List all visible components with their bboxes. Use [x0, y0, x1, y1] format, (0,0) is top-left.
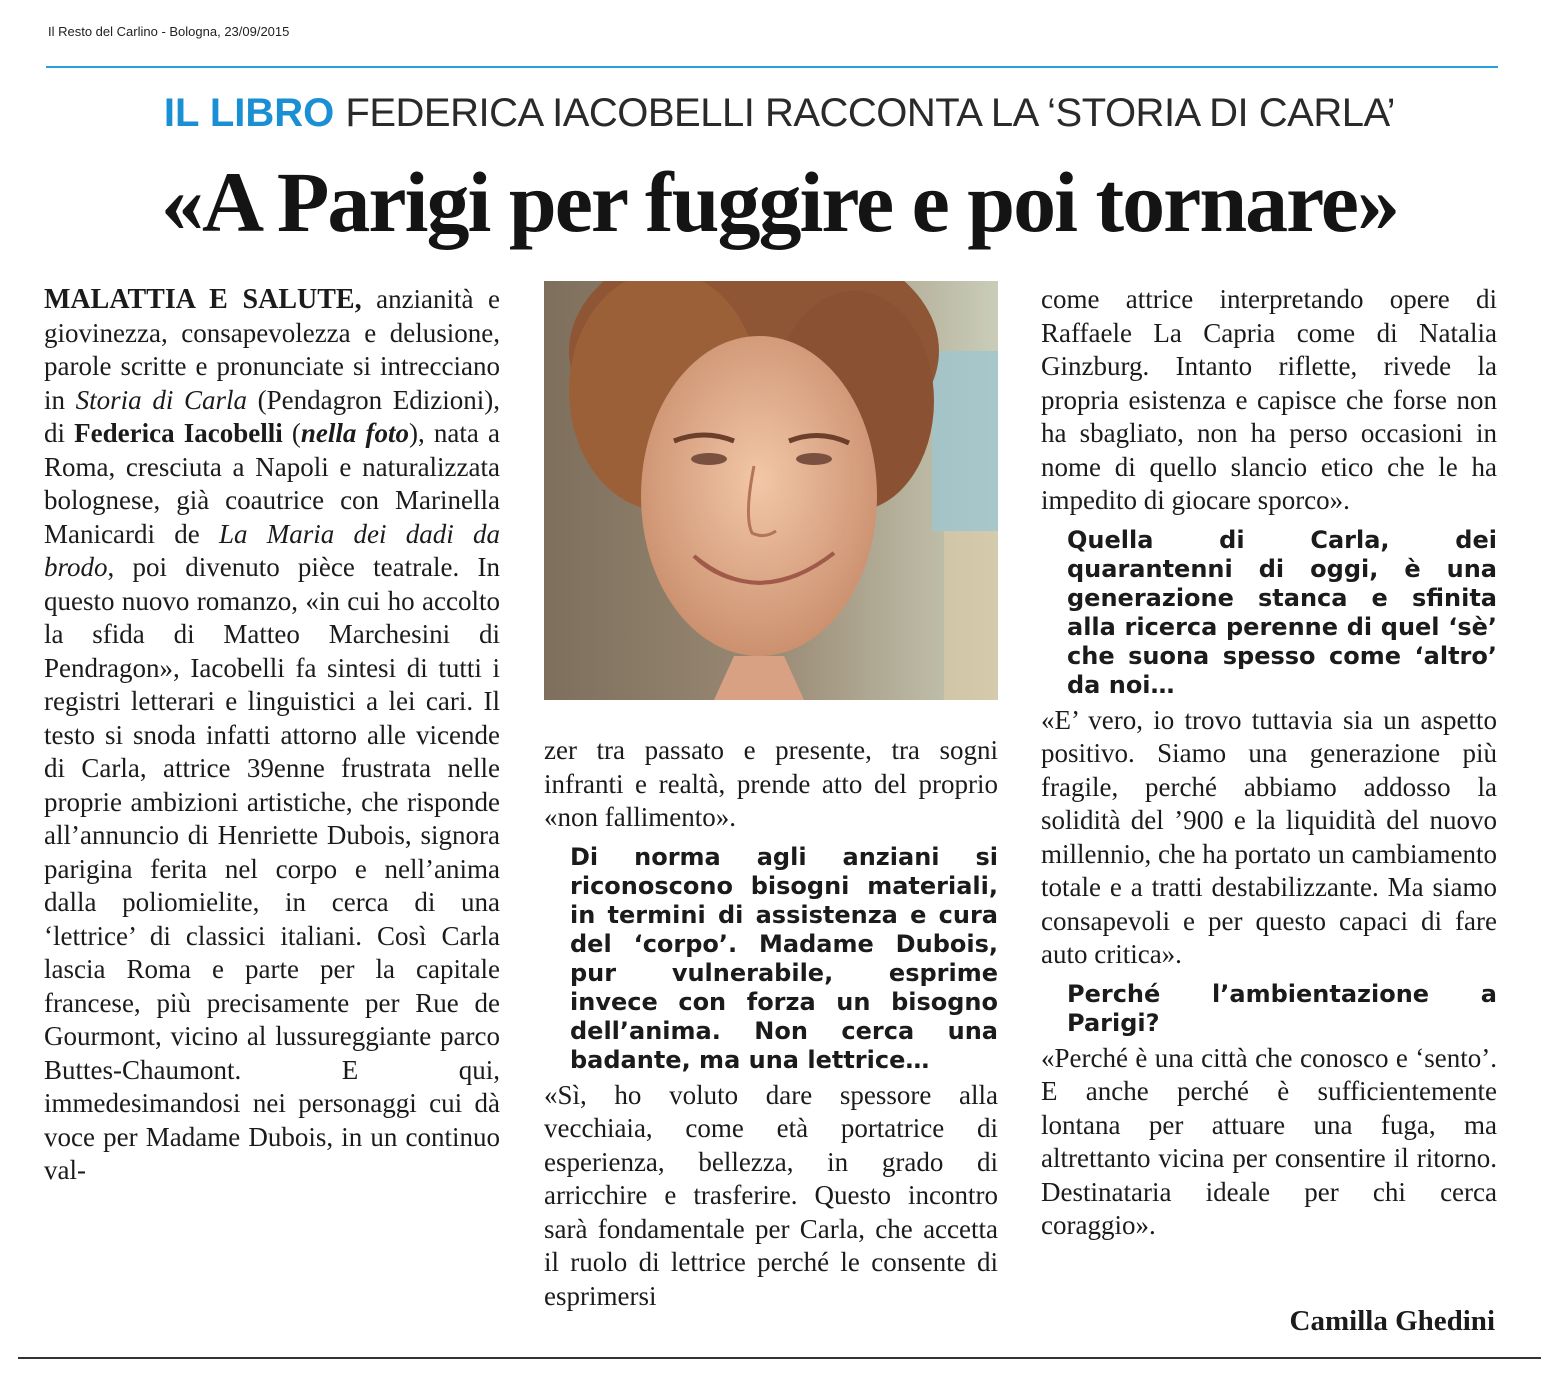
- paragraph: «Sì, ho voluto dare spessore alla vecchiaia, come età portatrice di esperienza, bellezza, in grado di arricchire e trasferire. Questo incontro sarà fondamentale per Carla, che accetta il ruolo di lettrice perché le consente di esprimersi: [544, 1079, 998, 1311]
- byline: Camilla Ghedini: [1289, 1305, 1495, 1337]
- paragraph: «E’ vero, io trovo tuttavia sia un aspetto positivo. Siamo una generazione più fragile, perché abbiamo addosso la solidità del ’900 e la liquidità del nuovo millennio, che ha portato un cambiamento totale e a tratti destabilizzante. Ma siamo consapevoli e per questo capaci di fare auto critica».: [1041, 704, 1497, 969]
- play-title: La Maria dei dadi da brodo: [44, 518, 500, 582]
- photo-ref: nella foto: [300, 418, 410, 448]
- paragraph: come attrice interpretando opere di Raffaele La Capria come di Natalia Ginzburg. Intanto riflette, rivede la propria esistenza e capisce che forse non ha sbagliato, non ha perso occasioni in nome di quello slancio etico che le ha impedito di giocare sporco».: [1041, 284, 1497, 515]
- kicker-text: FEDERICA IACOBELLI RACCONTA LA ‘STORIA DI CARLA’: [345, 91, 1396, 135]
- source-line: Il Resto del Carlino - Bologna, 23/09/2015: [48, 24, 290, 39]
- text-run: , poi divenuto pièce teatrale. In questo nuovo romanzo, «in cui ho accolto la sfida di Matteo Marchesini di Pendragon», Iacobelli fa sintesi di tutti i registri letterari e linguistici a lei cari. Il testo si snoda infatti attorno alle vicende di Carla, attrice 39enne frustrata nelle proprie ambizioni artistiche, che risponde all’annuncio di Henriette Dubois, signora parigina ferita nel corpo e nell’anima dalla poliomielite, in cerca di una ‘lettrice’ di classici italiani. Così Carla lascia Roma e parte per la capitale francese, più precisamente per Rue de Gourmont, vicino al lussureggiante parco Buttes-Chaumont. E qui, immedesimandosi nei personaggi cui dà voce per Madame Dubois, in un continuo val-: [44, 552, 500, 1185]
- lead-in: MALATTIA E SALUTE,: [44, 284, 362, 315]
- column-3: [1041, 283, 1497, 1243]
- column-2: [544, 734, 998, 1313]
- bottom-rule: [18, 1357, 1541, 1359]
- column-1: [44, 283, 500, 1188]
- paragraph: zer tra passato e presente, tra sogni infranti e realtà, prende atto del proprio «non fallimento».: [544, 735, 998, 832]
- text-run: ), nata a Roma, cresciuta a Napoli e naturalizzata bolognese, già coautrice con Marinella Manicardi de: [44, 418, 500, 549]
- kicker-tag: IL LIBRO: [163, 91, 335, 135]
- top-rule: [46, 66, 1498, 68]
- headline: «A Parigi per fuggire e poi tornare»: [161, 154, 1398, 250]
- author-photo: [544, 281, 998, 700]
- book-title: Storia di Carla: [75, 384, 247, 415]
- text-run: anzianità e giovinezza, consapevolezza e delusione, parole scritte e pronunciate si intrecciano in: [44, 284, 500, 415]
- paragraph: «Perché è una città che conosco e ‘sento’. E anche perché è sufficientemente lontana per attuare una fuga, ma altrettanto vicina per consentire il ritorno. Destinataria ideale per chi cerca coraggio».: [1041, 1042, 1497, 1240]
- text-run: (Pendagron Edizioni), di: [44, 384, 500, 448]
- interview-question: Perché l’ambientazione a Parigi?: [1067, 979, 1497, 1037]
- kicker: [0, 90, 1559, 136]
- column-1-text: [44, 283, 500, 1188]
- interview-question: Di norma agli anziani si riconoscono bisogni materiali, in termini di assistenza e cura del ‘corpo’. Madame Dubois, pur vulnerabile, esprime invece con forza un bisogno dell’anima. Non cerca una badante, ma una lettrice…: [570, 842, 998, 1074]
- text-run: (: [282, 418, 301, 448]
- author-name: Federica Iacobelli: [74, 418, 283, 448]
- interview-question: Quella di Carla, dei quarantenni di oggi, è una generazione stanca e sfinita alla ricerca perenne di quel ‘sè’ che suona spesso come ‘altro’ da noi…: [1067, 525, 1497, 699]
